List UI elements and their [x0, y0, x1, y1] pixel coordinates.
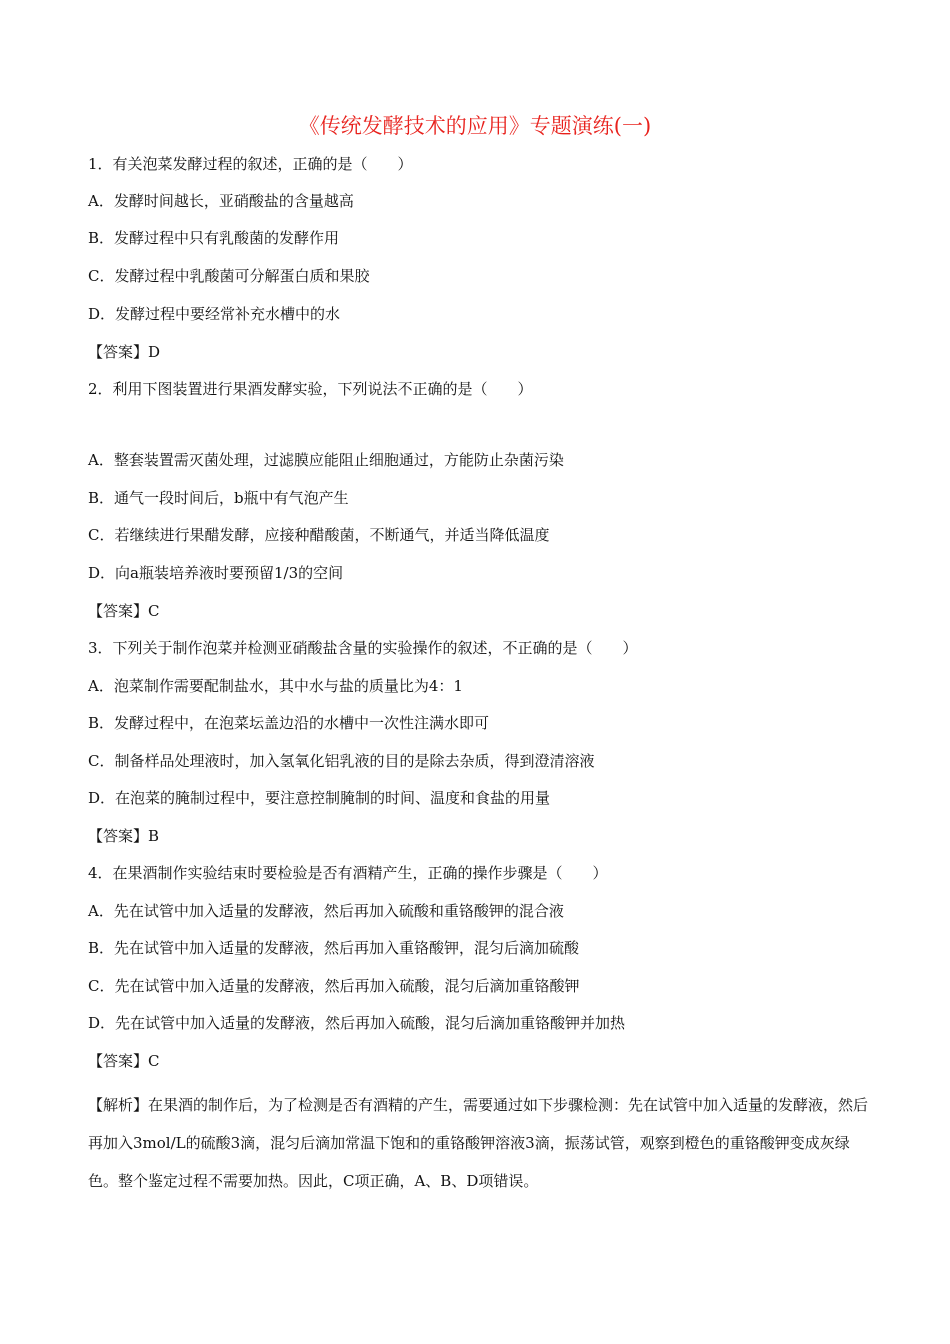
- question-1-option-d: D．发酵过程中要经常补充水槽中的水: [88, 305, 341, 323]
- question-4-explanation: 【解析】在果酒的制作后，为了检测是否有酒精的产生，需要通过如下步骤检测：先在试管中加入适量的发酵液，然后再加入3mol/L的硫酸3滴，混匀后滴加常温下饱和的重铬酸钾溶液3滴，振荡试管，观察到橙色的重铬酸钾变成灰绿色。整个鉴定过程不需要加热。因此，C项正确，A、B、D项错误。: [88, 1096, 869, 1190]
- question-4-answer: 【答案】C: [88, 1052, 160, 1070]
- question-4-stem: 4．在果酒制作实验结束时要检验是否有酒精产生，正确的操作步骤是（ ）: [88, 864, 608, 882]
- question-3-stem: 3．下列关于制作泡菜并检测亚硝酸盐含量的实验操作的叙述，不正确的是（ ）: [88, 639, 638, 657]
- question-1-stem: 1．有关泡菜发酵过程的叙述，正确的是（ ）: [88, 155, 413, 173]
- question-1-option-b: B．发酵过程中只有乳酸菌的发酵作用: [88, 229, 340, 247]
- question-2-option-c: C．若继续进行果醋发酵，应接种醋酸菌，不断通气，并适当降低温度: [88, 526, 550, 544]
- question-4-option-a: A．先在试管中加入适量的发酵液，然后再加入硫酸和重铬酸钾的混合液: [88, 902, 564, 920]
- question-1-option-a: A．发酵时间越长，亚硝酸盐的含量越高: [88, 192, 354, 210]
- question-2-answer: 【答案】C: [88, 602, 160, 620]
- question-3-answer: 【答案】B: [88, 827, 160, 845]
- question-4-option-b: B．先在试管中加入适量的发酵液，然后再加入重铬酸钾，混匀后滴加硫酸: [88, 939, 580, 957]
- question-2-option-a: A．整套装置需灭菌处理，过滤膜应能阻止细胞通过，方能防止杂菌污染: [88, 451, 564, 469]
- question-2-option-b: B．通气一段时间后，b瓶中有气泡产生: [88, 489, 349, 507]
- question-3-option-a: A．泡菜制作需要配制盐水，其中水与盐的质量比为4：1: [88, 677, 463, 695]
- question-1-option-c: C．发酵过程中乳酸菌可分解蛋白质和果胶: [88, 267, 370, 285]
- question-3-option-d: D．在泡菜的腌制过程中，要注意控制腌制的时间、温度和食盐的用量: [88, 789, 551, 807]
- question-3-option-c: C．制备样品处理液时，加入氢氧化铝乳液的目的是除去杂质，得到澄清溶液: [88, 752, 595, 770]
- question-2-option-d: D．向a瓶装培养液时要预留1/3的空间: [88, 564, 344, 582]
- question-4-option-d: D．先在试管中加入适量的发酵液，然后再加入硫酸，混匀后滴加重铬酸钾并加热: [88, 1014, 626, 1032]
- question-2-stem: 2．利用下图装置进行果酒发酵实验，下列说法不正确的是（ ）: [88, 380, 533, 398]
- question-4-option-c: C．先在试管中加入适量的发酵液，然后再加入硫酸，混匀后滴加重铬酸钾: [88, 977, 580, 995]
- document-title: 《传统发酵技术的应用》专题演练(一): [298, 114, 652, 138]
- question-1-answer: 【答案】D: [88, 343, 161, 361]
- question-3-option-b: B．发酵过程中，在泡菜坛盖边沿的水槽中一次性注满水即可: [88, 714, 490, 732]
